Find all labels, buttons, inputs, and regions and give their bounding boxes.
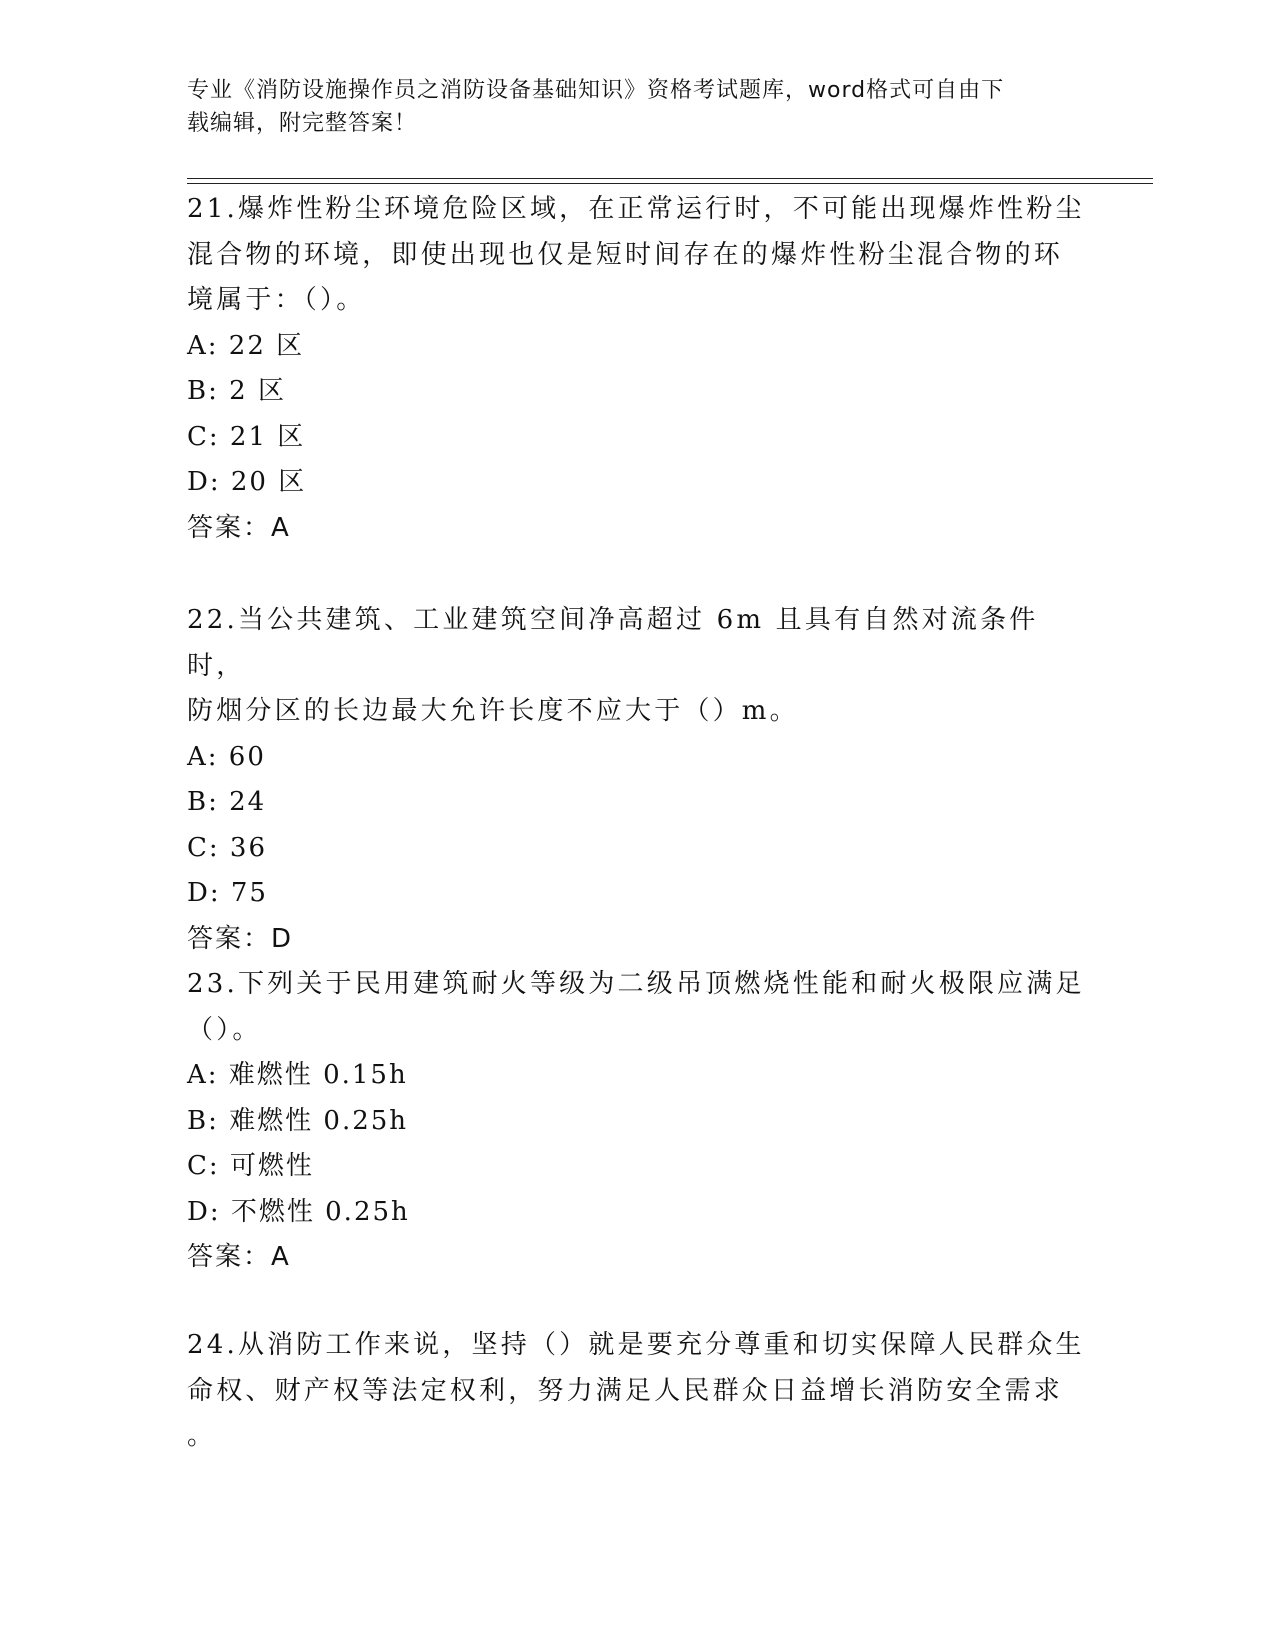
question-stem-line: 混合物的环境，即使出现也仅是短时间存在的爆炸性粉尘混合物的环 bbox=[187, 239, 1064, 270]
question-23 bbox=[187, 962, 1087, 1281]
question-stem-line: 23.下列关于民用建筑耐火等级为二级吊顶燃烧性能和耐火极限应满足 bbox=[187, 969, 1085, 999]
option-d: D: 75 bbox=[187, 878, 268, 908]
option-a: A: 22 区 bbox=[187, 330, 305, 361]
option-c: C: 21 区 bbox=[187, 421, 306, 452]
question-21 bbox=[187, 187, 1087, 551]
question-24 bbox=[187, 1323, 1087, 1460]
option-b: B: 24 bbox=[187, 787, 267, 817]
answer-line: 答案：A bbox=[187, 512, 291, 543]
option-a: A: 60 bbox=[187, 741, 266, 772]
header-divider-top bbox=[187, 178, 1153, 179]
question-stem-line: 。 bbox=[187, 1421, 217, 1451]
option-b: B: 2 区 bbox=[187, 376, 286, 406]
question-stem-line: 境属于：（）。 bbox=[187, 285, 366, 315]
option-b: B: 难燃性 0.25h bbox=[187, 1105, 409, 1136]
question-stem-line: 防烟分区的长边最大允许长度不应大于（）m。 bbox=[187, 696, 799, 726]
option-a: A: 难燃性 0.15h bbox=[187, 1060, 408, 1090]
question-stem-line: 命权、财产权等法定权利，努力满足人民群众日益增长消防安全需求 bbox=[187, 1375, 1064, 1406]
question-stem-line: （）。 bbox=[187, 1014, 262, 1045]
header-line-1: 专业《消防设施操作员之消防设备基础知识》资格考试题库，word格式可自由下 bbox=[187, 78, 1005, 103]
answer-line: 答案：D bbox=[187, 923, 294, 954]
document-header bbox=[187, 74, 1067, 140]
header-line-2: 载编辑，附完整答案！ bbox=[187, 111, 418, 136]
header-divider-bottom bbox=[187, 183, 1153, 184]
question-stem-line: 21.爆炸性粉尘环境危险区域，在正常运行时，不可能出现爆炸性粉尘 bbox=[187, 194, 1085, 224]
answer-line: 答案：A bbox=[187, 1242, 291, 1272]
option-d: D: 20 区 bbox=[187, 467, 307, 497]
question-stem-line: 22.当公共建筑、工业建筑空间净高超过 6m 且具有自然对流条件时， bbox=[187, 605, 1039, 681]
question-stem-line: 24.从消防工作来说，坚持（）就是要充分尊重和切实保障人民群众生 bbox=[187, 1330, 1085, 1360]
option-c: C: 可燃性 bbox=[187, 1151, 314, 1181]
option-c: C: 36 bbox=[187, 832, 268, 863]
question-22 bbox=[187, 598, 1087, 962]
option-d: D: 不燃性 0.25h bbox=[187, 1196, 410, 1227]
